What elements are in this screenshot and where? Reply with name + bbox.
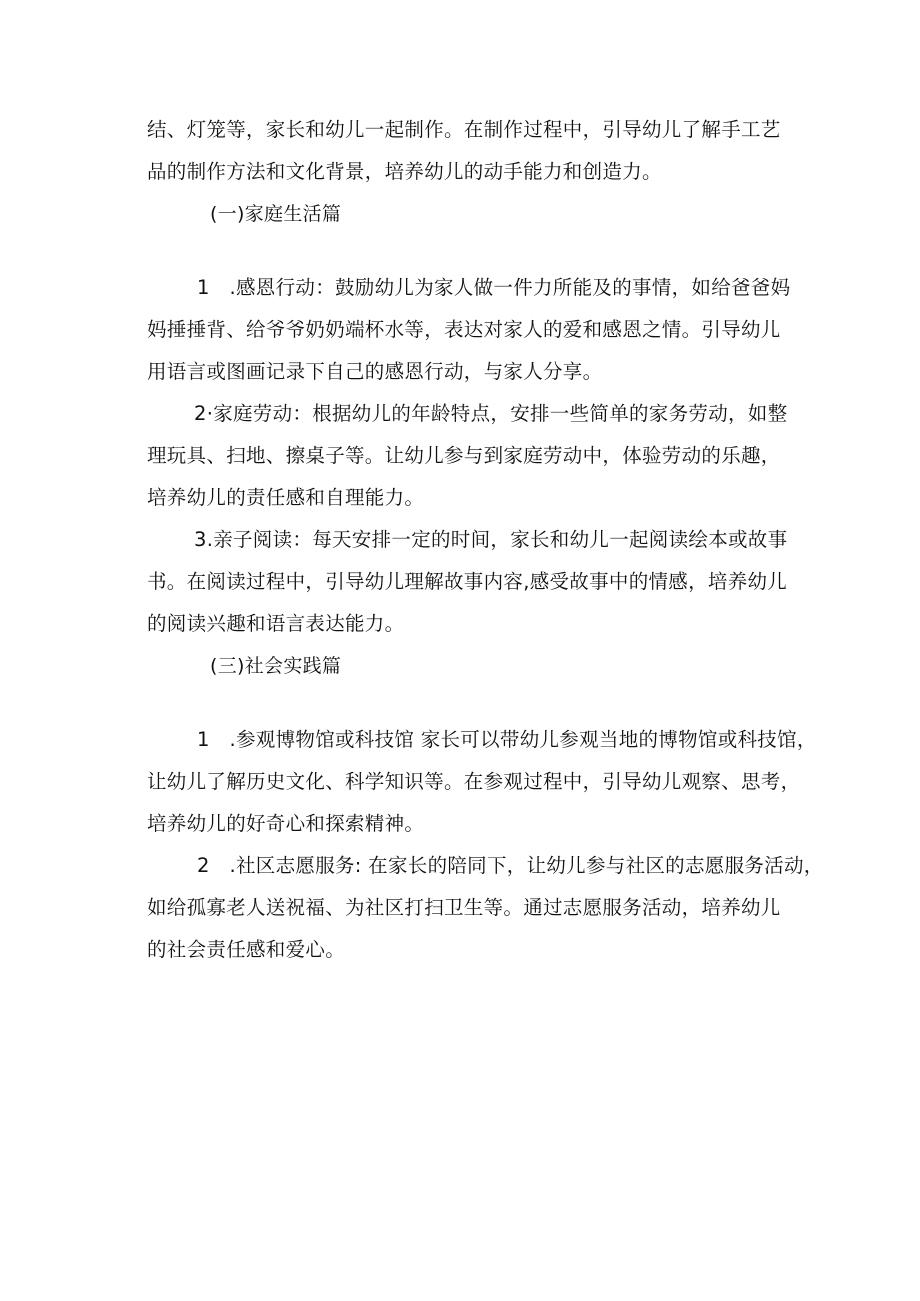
social-item-2-line-3: 的社会责任感和爱心。 [147,938,346,961]
family-item-2-line-2: 理玩具、扫地、擦桌子等。让幼儿参与到家庭劳动中，体验劳动的乐趣， [147,444,781,467]
social-item-2-line-2: 如给孤寡老人送祝福、为社区打扫卫生等。通过志愿服务活动，培养幼儿 [147,896,781,919]
family-item-2-line-3: 培养幼儿的责任感和自理能力。 [147,486,425,509]
social-item-2-line-1: 2 .社区志愿服务: 在家长的陪同下，让幼儿参与社区的志愿服务活动， [197,854,824,877]
section-heading-social: (三)社会实践篇 [210,655,342,677]
intro-line-1: 结、灯笼等，家长和幼儿一起制作。在制作过程中，引导幼儿了解手工艺 [147,118,781,141]
social-item-1-line-1: 1 .参观博物馆或科技馆 家长可以带幼儿参观当地的博物馆或科技馆， [197,728,817,751]
section-heading-family: (一)家庭生活篇 [210,203,342,225]
social-item-1-line-3: 培养幼儿的好奇心和探索精神。 [147,812,425,835]
family-item-3-line-3: 的阅读兴趣和语言表达能力。 [147,612,405,635]
family-item-1-line-1: 1 .感恩行动：鼓励幼儿为家人做一件力所能及的事情，如给爸爸妈 [197,276,791,299]
intro-line-2: 品的制作方法和文化背景，培养幼儿的动手能力和创造力。 [147,160,662,183]
family-item-2-line-1: 2·家庭劳动：根据幼儿的年龄特点，安排一些简单的家务劳动，如整 [194,402,788,425]
family-item-3-line-1: 3.亲子阅读：每天安排一定的时间，家长和幼儿一起阅读绘本或故事 [194,528,788,551]
family-item-1-line-2: 妈捶捶背、给爷爷奶奶端杯水等，表达对家人的爱和感恩之情。引导幼儿 [147,318,781,341]
family-item-1-line-3: 用语言或图画记录下自己的感恩行动，与家人分享。 [147,360,603,383]
social-item-1-line-2: 让幼儿了解历史文化、科学知识等。在参观过程中，引导幼儿观察、思考， [147,770,801,793]
family-item-3-line-2: 书。在阅读过程中，引导幼儿理解故事内容,感受故事中的情感，培养幼儿 [147,570,788,593]
